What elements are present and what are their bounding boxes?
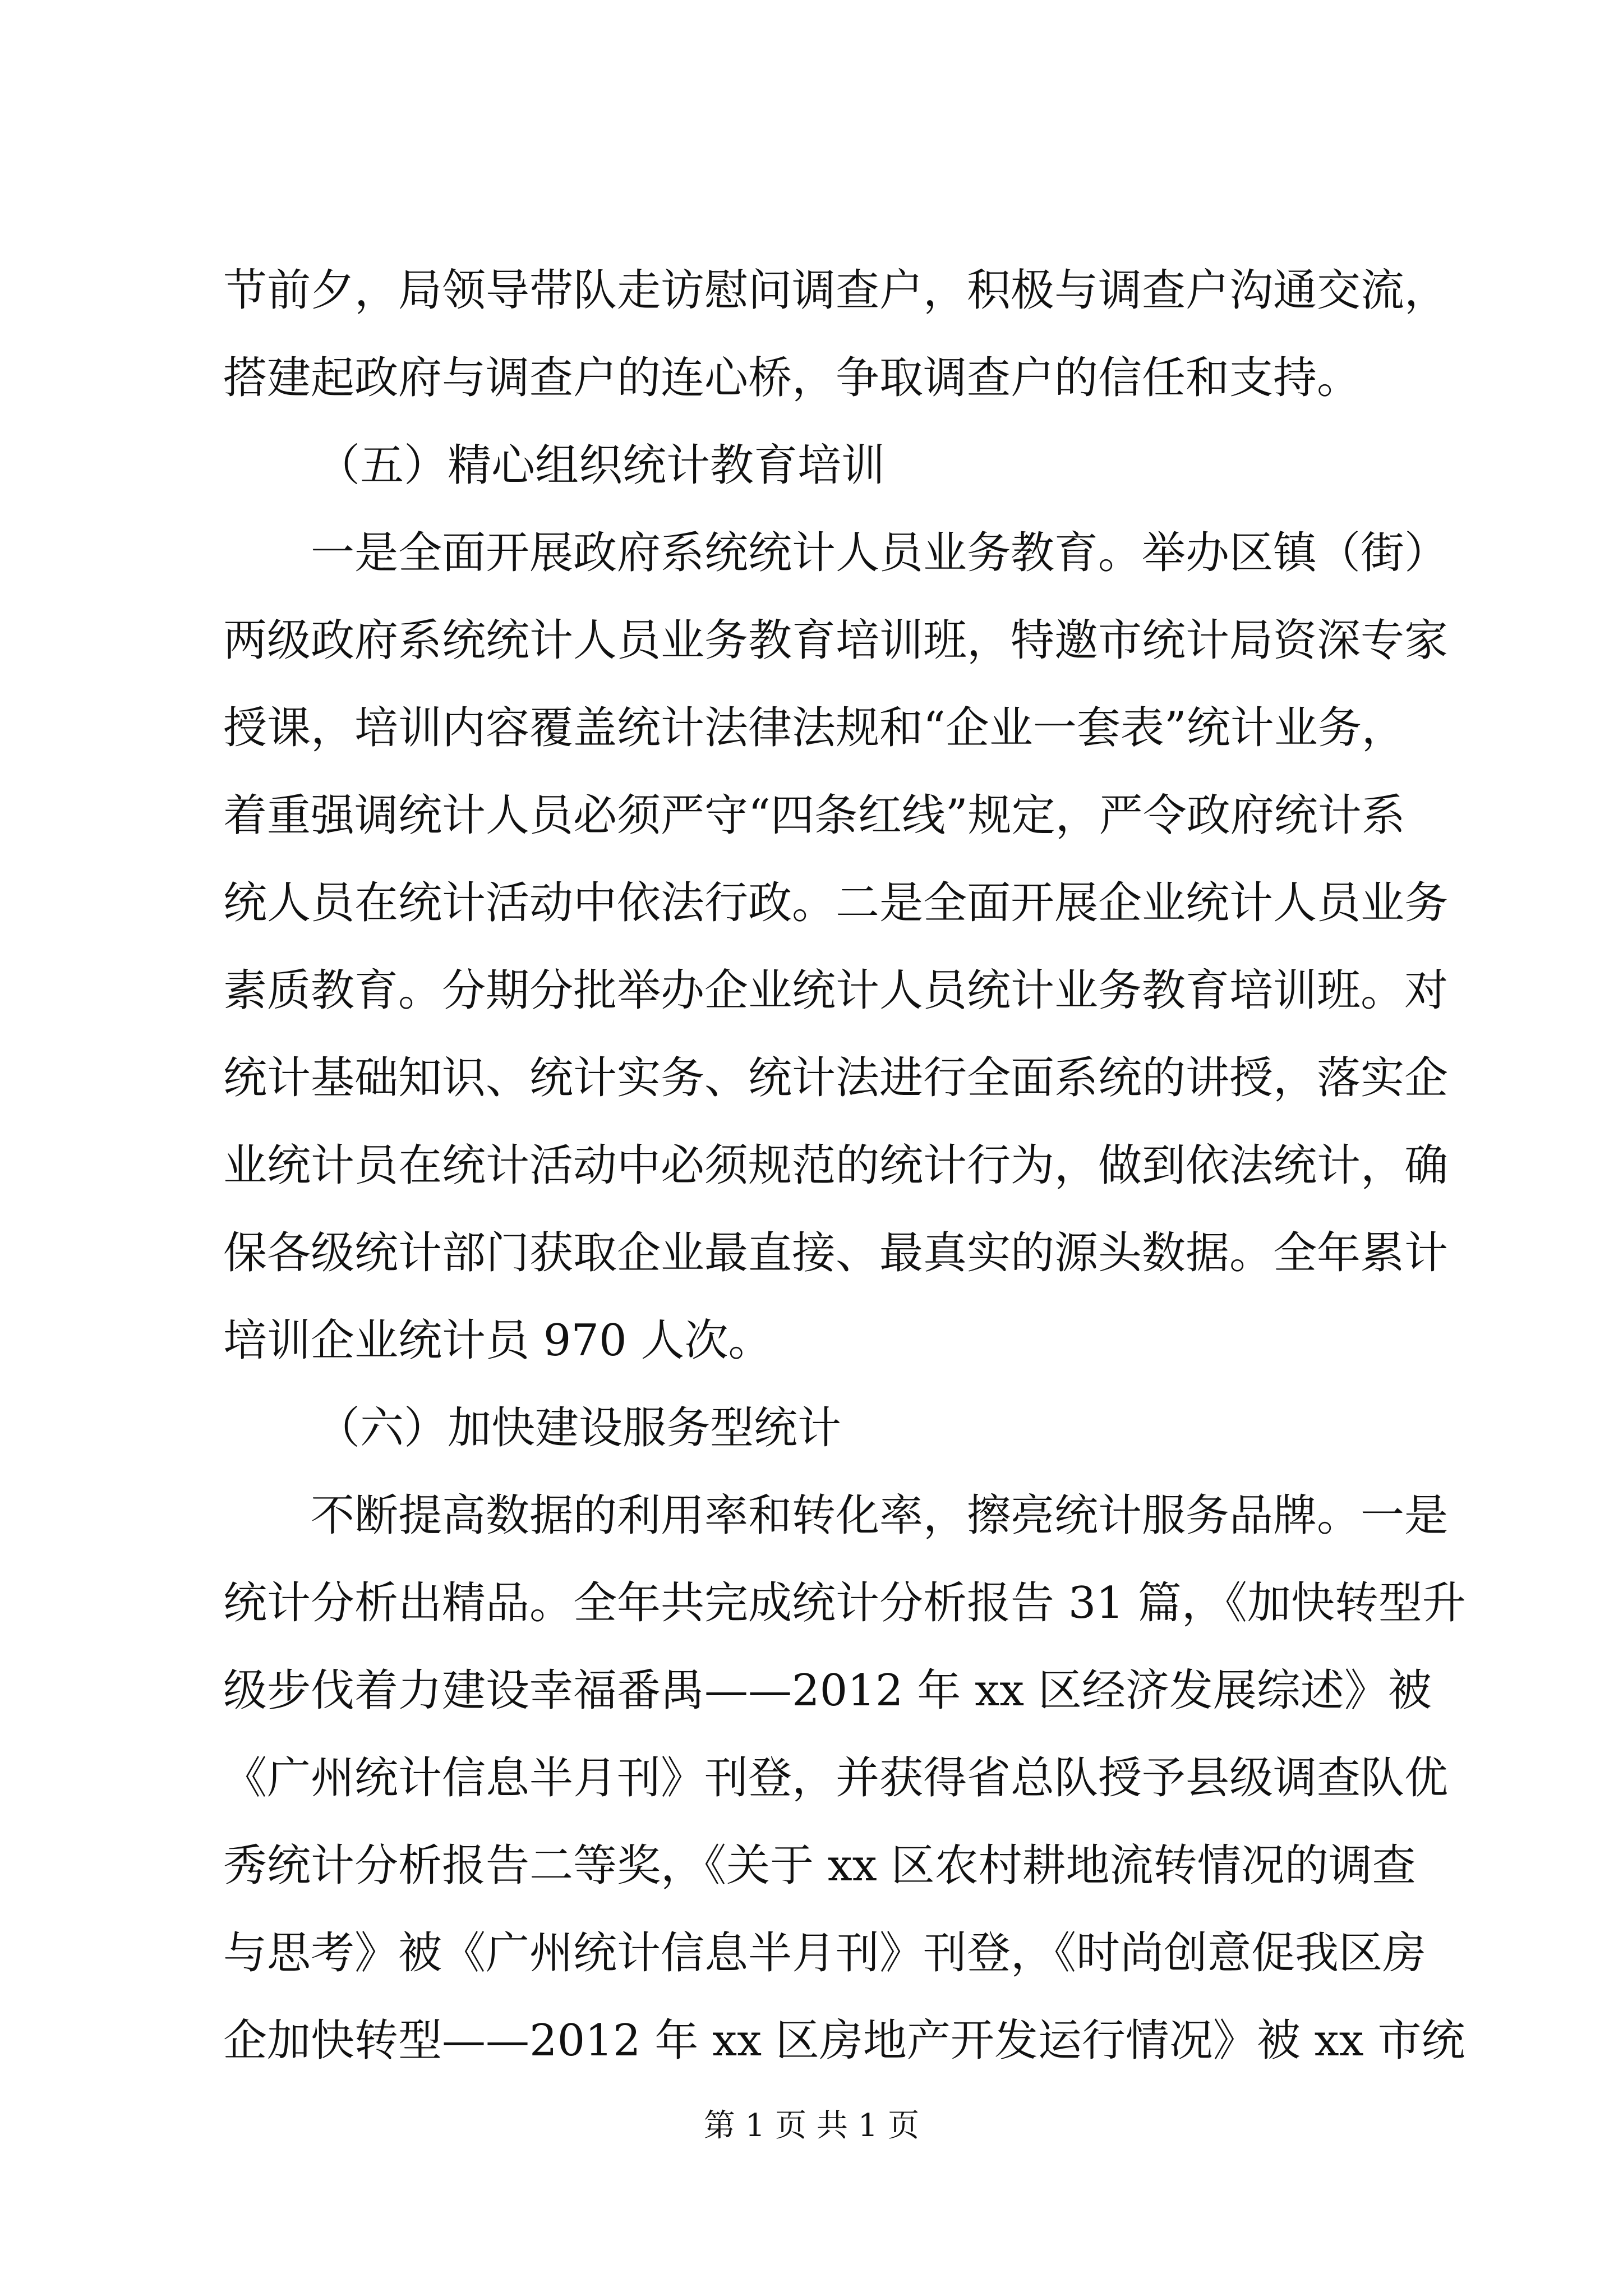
text-line: 企加快转型——2012 年 xx 区房地产开发运行情况》被 xx 市统 (223, 2016, 1465, 2066)
text-line: 与思考》被《广州统计信息半月刊》刊登，《时尚创意促我区房 (223, 1928, 1427, 1978)
text-line: 两级政府系统统计人员业务教育培训班，特邀市统计局资深专家 (223, 615, 1449, 666)
document-body (223, 247, 1466, 2085)
text-line: 业统计员在统计活动中必须规范的统计行为，做到依法统计，确 (223, 1140, 1449, 1191)
text-line: 《广州统计信息半月刊》刊登，并获得省总队授予县级调查队优 (223, 1753, 1449, 1803)
text-line: 不断提高数据的利用率和转化率，擦亮统计服务品牌。一是 (311, 1490, 1449, 1541)
page-footer (0, 2104, 1623, 2148)
text-line: 统计分析出精品。全年共完成统计分析报告 31 篇，《加快转型升 (223, 1578, 1466, 1628)
text-line: 一是全面开展政府系统统计人员业务教育。举办区镇（街） (311, 528, 1449, 578)
text-line: 着重强调统计人员必须严守“四条红线”规定，严令政府统计系 (223, 790, 1405, 841)
section-heading: （五）精心组织统计教育培训 (316, 440, 886, 491)
text-line: 搭建起政府与调查户的连心桥，争取调查户的信任和支持。 (223, 353, 1361, 403)
text-line: 秀统计分析报告二等奖，《关于 xx 区农村耕地流转情况的调查 (223, 1841, 1416, 1891)
text-line: 素质教育。分期分批举办企业统计人员统计业务教育培训班。对 (223, 965, 1449, 1016)
text-line: 统人员在统计活动中依法行政。二是全面开展企业统计人员业务 (223, 878, 1449, 928)
text-line: 节前夕，局领导带队走访慰问调查户，积极与调查户沟通交流， (223, 265, 1449, 316)
text-line: 保各级统计部门获取企业最直接、最真实的源头数据。全年累计 (223, 1228, 1449, 1278)
section-heading: （六）加快建设服务型统计 (316, 1403, 842, 1453)
page-number: 第 1 页 共 1 页 (703, 2108, 920, 2144)
text-line: 统计基础知识、统计实务、统计法进行全面系统的讲授，落实企 (223, 1053, 1449, 1103)
text-line: 级步伐着力建设幸福番禺——2012 年 xx 区经济发展综述》被 (223, 1665, 1432, 1716)
text-line: 培训企业统计员 970 人次。 (223, 1315, 772, 1366)
text-line: 授课，培训内容覆盖统计法律法规和“企业一套表”统计业务， (223, 703, 1405, 753)
